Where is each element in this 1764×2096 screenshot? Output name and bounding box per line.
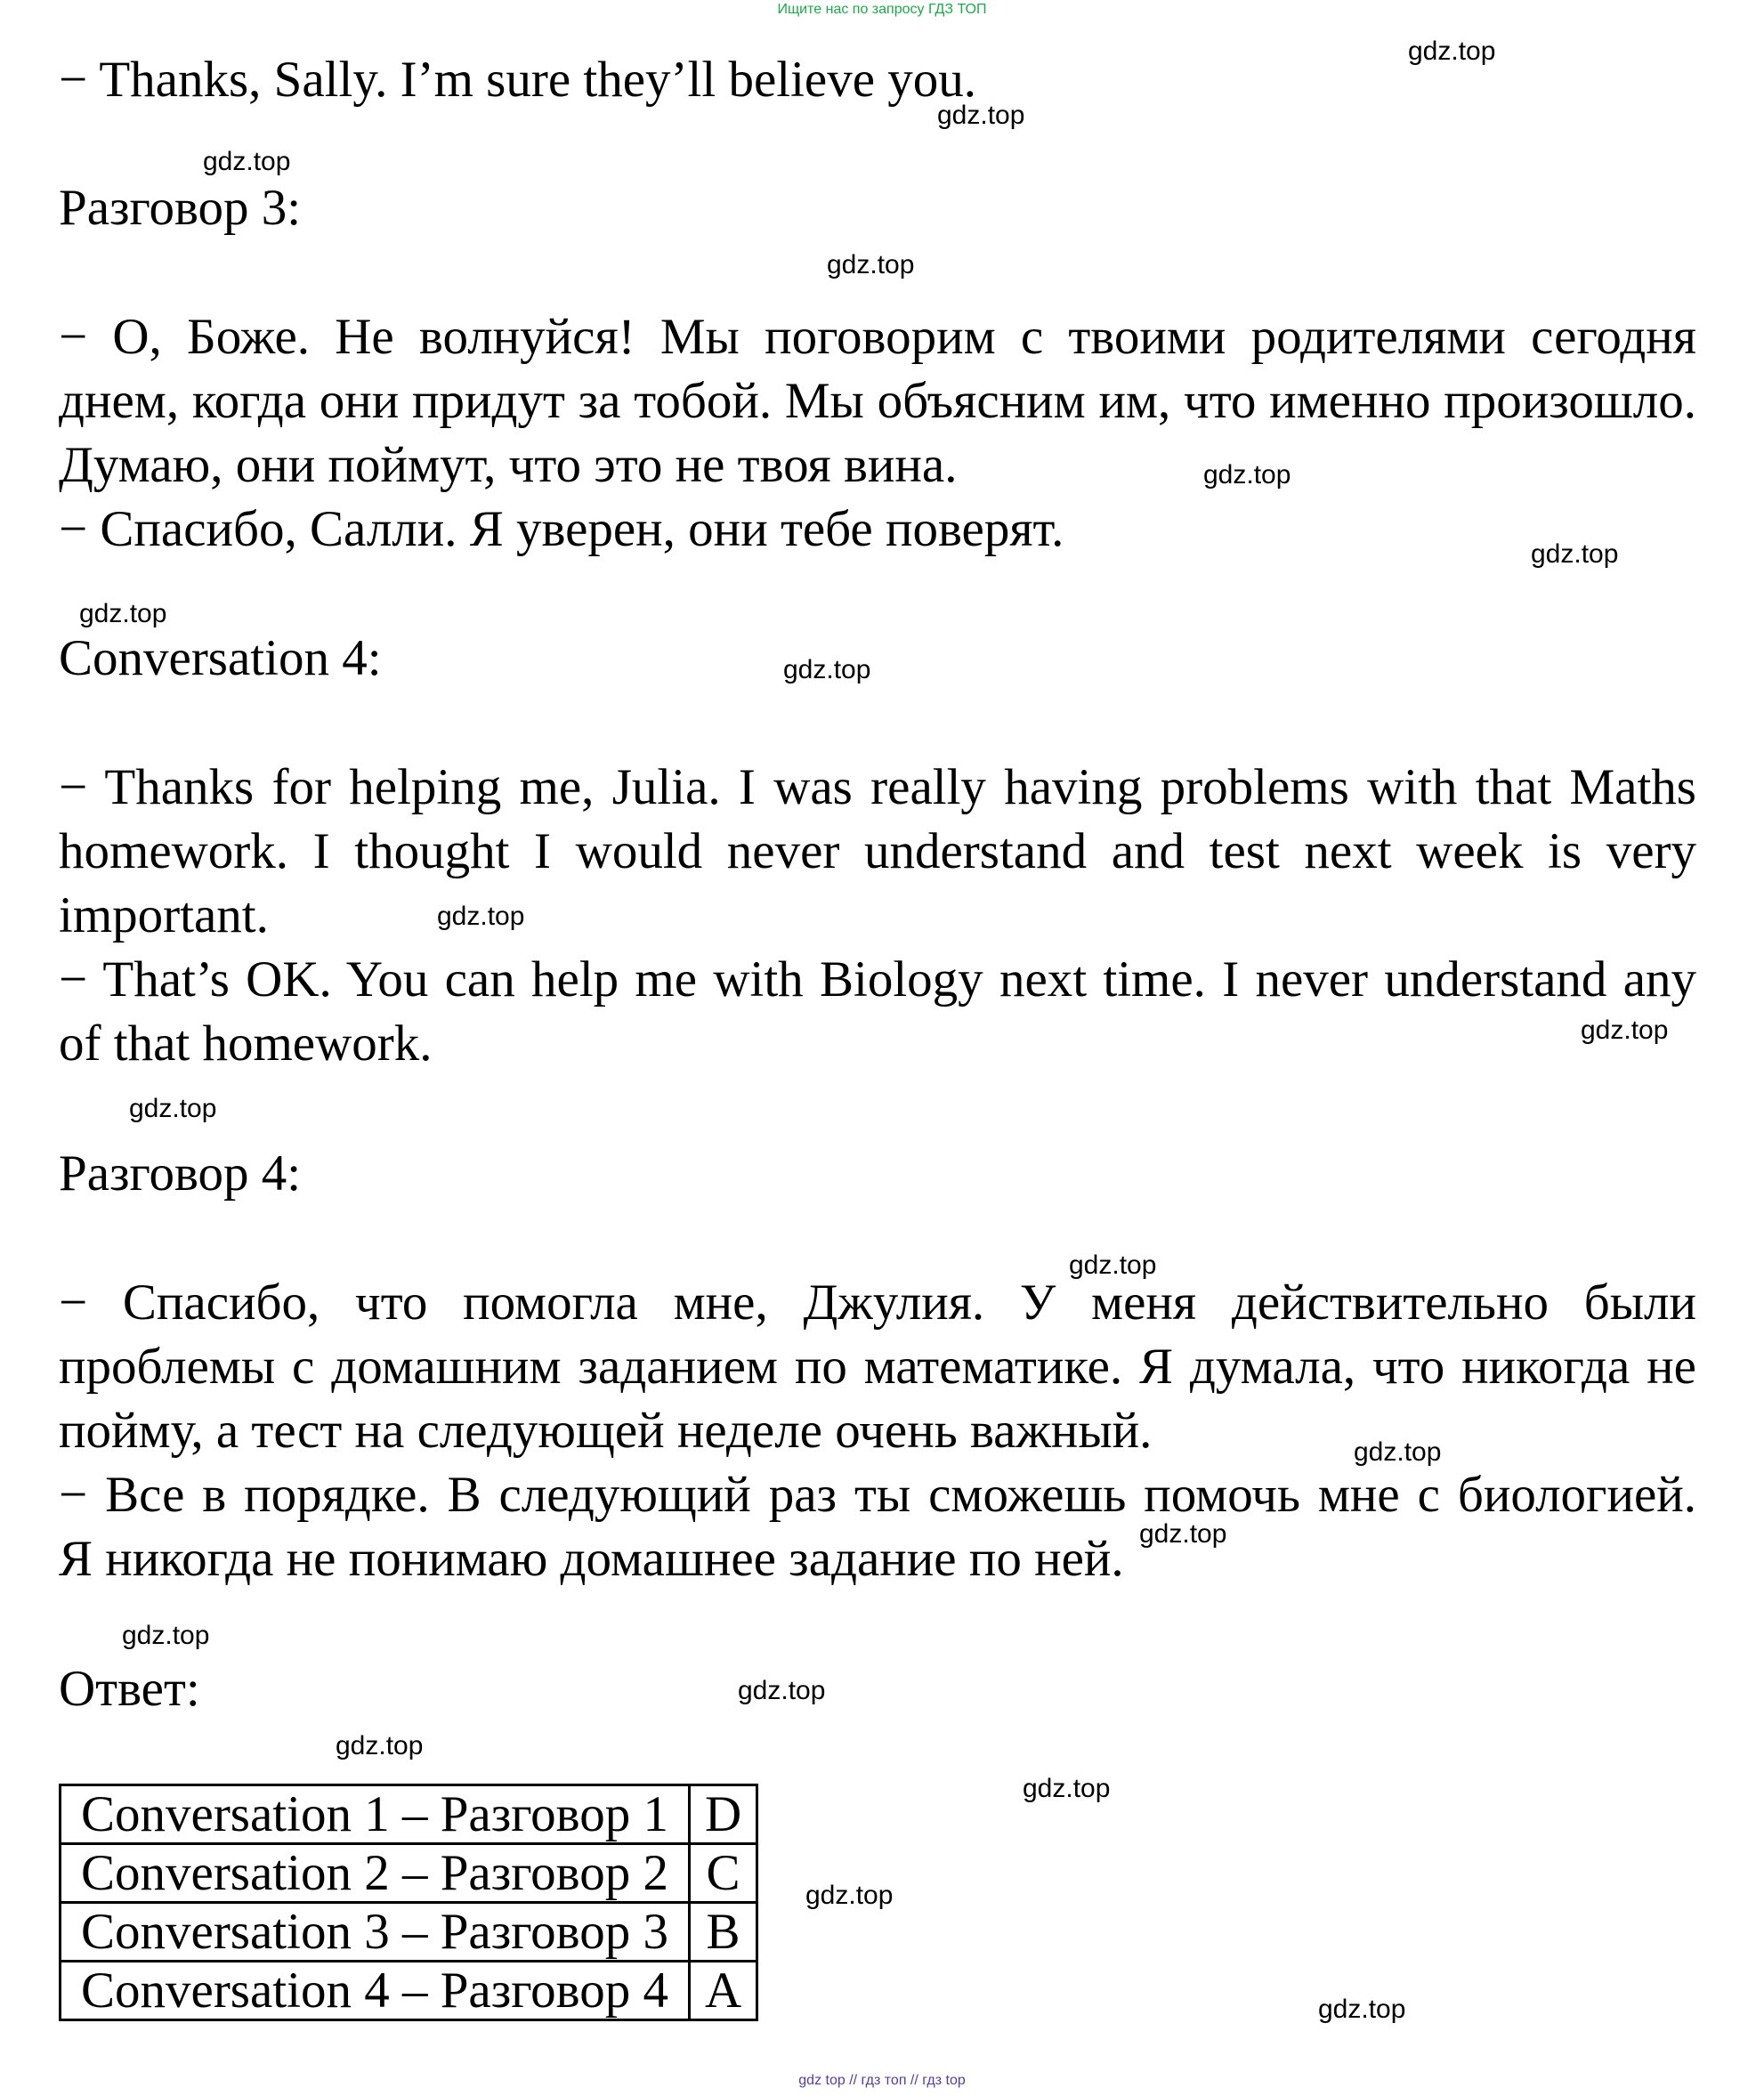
watermark: gdz.top (79, 599, 167, 628)
dialogue-line: Думаю, они поймут, что это не твоя вина. (59, 437, 958, 493)
watermark: gdz.top (1408, 36, 1496, 66)
table-row (61, 1962, 757, 2020)
dialogue-line: проблемы с домашним заданием по математике. Я думала, что никогда не (59, 1339, 1696, 1395)
top-banner: Ищите нас по запросу ГДЗ ТОП (777, 2, 987, 17)
watermark: gdz.top (1069, 1250, 1157, 1280)
watermark: gdz.top (129, 1094, 217, 1123)
section-heading-razgovor-3: Разговор 3: (59, 180, 302, 236)
dialogue-line: − Thanks, Sally. I’m sure they’ll believe you. (59, 52, 977, 108)
answer-cell: D (689, 1785, 757, 1844)
watermark: gdz.top (937, 101, 1025, 130)
conversation-cell: Conversation 4 – Разговор 4 (61, 1962, 690, 2020)
dialogue-line: днем, когда они придут за тобой. Мы объясним им, что именно произошло. (59, 373, 1696, 429)
dialogue-line: homework. I thought I would never understand and test next week is very (59, 823, 1696, 879)
watermark: gdz.top (1203, 460, 1291, 490)
table-row (61, 1903, 757, 1962)
watermark: gdz.top (336, 1731, 424, 1760)
watermark: gdz.top (827, 250, 915, 279)
answer-cell: A (689, 1962, 757, 2020)
conversation-cell: Conversation 2 – Разговор 2 (61, 1844, 690, 1903)
dialogue-line: − Все в порядке. В следующий раз ты сможешь помочь мне с биологией. (59, 1467, 1696, 1523)
watermark: gdz.top (1023, 1774, 1111, 1803)
dialogue-line: пойму, а тест на следующей неделе очень важный. (59, 1403, 1153, 1459)
answer-heading: Ответ: (59, 1661, 200, 1717)
answer-cell: B (689, 1903, 757, 1962)
conversation-cell: Conversation 3 – Разговор 3 (61, 1903, 690, 1962)
section-heading-razgovor-4: Разговор 4: (59, 1145, 302, 1202)
table-row (61, 1844, 757, 1903)
watermark: gdz.top (1139, 1519, 1227, 1549)
dialogue-line: important. (59, 887, 269, 943)
footer: gdz top // гдз топ // гдз top (798, 2073, 966, 2088)
table-row (61, 1785, 757, 1844)
dialogue-line: − О, Боже. Не волнуйся! Мы поговорим с твоими родителями сегодня (59, 309, 1696, 365)
dialogue-line: of that homework. (59, 1016, 433, 1072)
dialogue-line: Я никогда не понимаю домашнее задание по ней. (59, 1531, 1124, 1587)
watermark: gdz.top (738, 1676, 826, 1705)
dialogue-line: − Спасибо, что помогла мне, Джулия. У меня действительно были (59, 1275, 1696, 1331)
watermark: gdz.top (1581, 1016, 1669, 1045)
watermark: gdz.top (805, 1881, 894, 1910)
watermark: gdz.top (1531, 539, 1619, 569)
watermark: gdz.top (1354, 1437, 1442, 1467)
dialogue-line: − Спасибо, Салли. Я уверен, они тебе поверят. (59, 501, 1064, 557)
watermark: gdz.top (1318, 1995, 1406, 2024)
watermark: gdz.top (122, 1621, 210, 1650)
section-heading-conversation-4: Conversation 4: (59, 630, 382, 686)
answer-cell: C (689, 1844, 757, 1903)
dialogue-line: − Thanks for helping me, Julia. I was really having problems with that Maths (59, 759, 1696, 815)
watermark: gdz.top (203, 147, 291, 176)
answer-table (59, 1784, 758, 2021)
conversation-cell: Conversation 1 – Разговор 1 (61, 1785, 690, 1844)
watermark: gdz.top (437, 902, 525, 931)
watermark: gdz.top (783, 655, 871, 684)
dialogue-line: − That’s OK. You can help me with Biology next time. I never understand any (59, 951, 1696, 1008)
